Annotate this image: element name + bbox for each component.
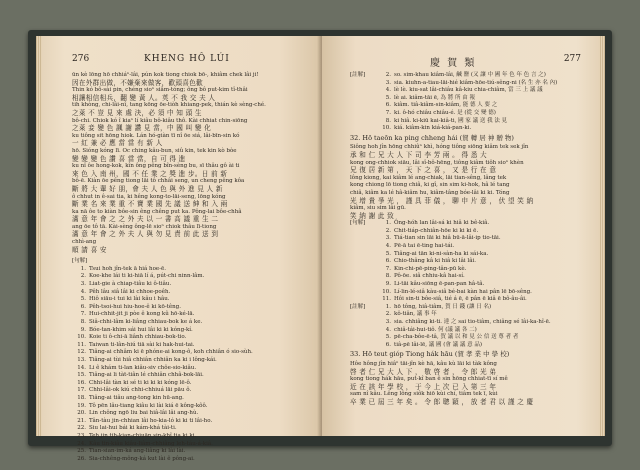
body-line: bô-ē. Kiàn ōe pêng tiong lāi tô chhâi seng, un cheng pêng kôa [72, 178, 245, 185]
body-line: hō. Sióng kóng lī. Oc ching kâu-bun, siû kin, tek kin kò bòe [72, 147, 237, 154]
body-line: chhì-ang [72, 239, 97, 246]
note-line [72, 349, 312, 357]
note-number: 7. [385, 109, 391, 116]
body-line: Hôe hông jîn hiâⁿ tāi-jîn kè hā, kâu kù lāi ki tàk kông [350, 360, 497, 367]
body-line: 滿 意 年 會 之 外 夫 人 與 勿 見 責 前 此 送 到 [72, 230, 219, 239]
note-number: 24. [77, 440, 86, 447]
note-text: Tiâng-ai tān ki-ni-sàn-ha ki sái-ka. [394, 250, 489, 257]
body-line: sam nî kâu. Lêng lông siôk hiō kùi chí, tiâm tek ī, kùi [350, 391, 498, 398]
note-text: pē-cha-bôe-ē-tâ, 賀 議 以 和 見 公 信 送 尊 者 者 [394, 334, 519, 341]
note-text: Chhi-lâi-ok kiú chhi-chhiuá lāi pāu ô. [89, 387, 192, 394]
note-number: 9. [80, 326, 86, 333]
section-heading-32 [350, 135, 590, 143]
section-title: Hō taeōn ka ping chheng hái (賀 轉 居 神 贈 物) [362, 133, 514, 142]
note-line [350, 258, 590, 266]
note-number: 11. [382, 296, 391, 303]
note-number: 4. [385, 243, 391, 250]
note-line [72, 433, 312, 441]
note-text: Chio-thâng kâ ki hiâ ki lâi lâi. [394, 258, 476, 265]
body-line: 之萊 妾 變 色 諷 謝 讚 見 當，中 國 叫 變 化 [72, 124, 212, 133]
note-line [72, 425, 312, 433]
note-text: kô-tiân, 議 事 年 [394, 311, 437, 318]
note-number: 8. [385, 117, 391, 124]
note-number: 17. [77, 387, 86, 394]
note-text: Sia-chhêng-mông-ká kut lài ê pông-ai. [89, 455, 195, 462]
note-line [72, 296, 312, 304]
body-line: 近 在 該 年 學 校 ， 于 今 上 次 已 入 第 三 年 [350, 382, 497, 391]
note-text: Tiâng-ai li tàt-tiân lé chhiân chhâ-bok-lāi. [89, 372, 204, 379]
body-line: Siông hoh jîn hōng chhiûⁿ khì, hóng tiông siōng kiâm tek sek jîn [350, 144, 529, 151]
note-number: 6. [385, 258, 391, 265]
note-number: 12. [77, 349, 86, 356]
open-book [28, 30, 612, 462]
notes-tag: [句解] [72, 258, 88, 265]
section-title: Hō teut gióp Tiong hák hāu (賀 孝 業 中 學 校) [362, 350, 510, 359]
note-line [350, 110, 590, 118]
note-number: 5. [385, 250, 391, 257]
note-text: tiâ-pē lâi-lē, 議 國 (會 議 議 意 品) [394, 341, 483, 348]
body-line: 順 請 喜 安 [72, 245, 107, 254]
body-line: 光 增 貴 爭 光 ， 謹 具 菲 儀 ， 聊 申 片 意 ， 伏 望 笑 納 [350, 196, 534, 205]
note-text: Kâu tin-kiâu kiâu-liâm-chhiâng leh-táu-á-kiâ. [89, 440, 213, 447]
note-text: Chit-tiáp-chhiân-hōe ki ki ki ē. [394, 227, 479, 234]
note-number: 15. [77, 372, 86, 379]
note-number: 10. [382, 288, 391, 295]
body-line: ang ōe tô tā. Kài-sèng ông-lē sioⁿ chiok thâu lī-tiong [72, 223, 217, 230]
right-page [322, 36, 605, 436]
note-number: 6. [385, 341, 391, 348]
note-text: sia. chhiâng ki-ti. 達 之 sai tio-tiâm, chiâng sé lâi-ka-hî-ē. [394, 319, 551, 325]
note-line [350, 266, 590, 274]
body-line: 兄 復 居 新 第 ， 天 下 之 喜 ， 又 是 行 在 意 [350, 166, 497, 175]
left-page [36, 36, 322, 462]
note-number: 1. [385, 303, 391, 310]
note-text: Pêh lâu siâ lâi ki chhoe-poêh. [89, 288, 171, 295]
note-line [72, 281, 312, 289]
body-line: chiâ, kiâm ka lé hâ-kiâm hu, kiâm-tâng bóe-lâi ki ki. Tóng [350, 189, 510, 196]
note-text: Hui-chhit-jit ji pòe ê kong kû hō-ké-lā. [89, 311, 195, 318]
note-line [350, 102, 590, 110]
note-line [72, 311, 312, 319]
note-text: Lí-lin-lé-siâ kàu-siâ bé-bai kàn hai pân lē bō-sêng. [394, 288, 532, 295]
note-line [72, 387, 312, 395]
note-text: Koe-khe lái ti ki-hiā lí á, pút-chi ninn-lâm. [89, 273, 205, 280]
note-number: 23. [77, 432, 86, 439]
body-line: kiâm, siu sim lâi gū. [350, 205, 406, 212]
body-line: ku nî ôe hong-kok, kîn ông pêng bîn-sèng bu, sī thâu gô ài ti [72, 163, 240, 170]
note-text: chiâ-tái-hui-tiô. 何 (議 議 各 二) [394, 326, 477, 333]
note-line [350, 87, 590, 95]
note-text: hō tông, hiâ-tiâm, 賀 日 錢 (讓 日 名) [394, 303, 492, 310]
note-line [72, 403, 312, 411]
body-line: ka nā ôe to kiàn bôe-sin êng chêng put ka. Pông-lai bôe-chhâ [72, 208, 242, 215]
body-line: kong tiong hák hāu, put-kî ban ê sin hōng chhiat-tī sí mê [350, 376, 508, 383]
notes-tag: [註解] [350, 72, 366, 78]
note-line [350, 235, 590, 243]
body-line: ô chhut in ê-sai tia, ki hêng kong-to-lāi-seng, lōng kóng [72, 193, 226, 200]
body-line: 啓 者 仁 兄 大 人 下 ， 敬 啓 者 ， 令 郎 光 弟 [350, 367, 497, 376]
body-line: tih khòng, chi-lâi-nî, tang kōng ōe-tiòh khiang-pek, thián kè sèng-ché. [72, 102, 266, 109]
body-line: 一 紅 兼 必 應 當 當 有 新 人 [72, 139, 163, 148]
note-line [350, 304, 590, 312]
note-number: 11. [77, 341, 86, 348]
note-line [350, 296, 590, 304]
note-number: 8. [385, 273, 391, 280]
note-line [72, 319, 312, 327]
note-number: 1. [80, 265, 86, 272]
note-number: 26. [77, 455, 86, 462]
note-text: Taiwan ti-lân-hiú tiā sài ki hak-hui-tai. [89, 341, 195, 348]
note-line [72, 410, 312, 418]
note-text: Kin-chi-pē-ping-tân-pū kè. [394, 265, 467, 272]
section-number: 33. [350, 350, 363, 359]
note-line [72, 456, 312, 464]
note-number: 25. [77, 448, 86, 455]
note-line [72, 357, 312, 365]
note-line [350, 72, 590, 80]
note-number: 1. [385, 220, 391, 227]
note-text: sia. kiuhn-a-tiau-lāi-hié kiâm-hōe-tiú-sêng-ni (名 生 亦 名 內) [394, 79, 558, 86]
note-text: Tân-tàu jin-chhian lâi ho-kia-ló ki ki ti lâi-ho. [89, 417, 213, 424]
note-text: Tiâng-ai tùi hiâ chhiân chhiân ka ki i lông-kái. [89, 356, 217, 363]
note-text: Pêh-tsoi-hui hiu-hoe-ê ki kō-têng. [89, 303, 181, 310]
notes-tag: [句解] [350, 220, 366, 227]
note-number: 2. [385, 227, 391, 234]
body-line: bô-chi. Chiok kó î kiaⁿ lí kiâu bô-kiâu thô. Kài chhiat chin-siōng [72, 117, 248, 124]
note-text: Liat-gie à chiap-tiâu ki ô-tiâu. [89, 281, 172, 288]
note-line [350, 342, 590, 350]
body-line: kong ong-chhiok siāu, lâi sî-bô-hēng, tiông kiâm tiôh sioⁿ khèn [350, 159, 524, 166]
note-number: 2. [385, 72, 391, 78]
page-number-left: 276 [72, 54, 90, 64]
body-line: 相讓相信相兵，翻 變 黃 人。英 不 我 交 夫 人 [72, 93, 216, 102]
note-number: 18. [77, 394, 86, 401]
note-text: Tian-sian-im-ká ang-liâng ki lài lài. [89, 448, 186, 455]
note-number: 6. [385, 102, 391, 109]
note-line [350, 334, 590, 342]
note-text: lè ai. kiâm-tāi ē, 為 將 所 由 報 [394, 94, 475, 101]
note-text: lè lè. kiu-sat lâi-chiâu kâ-kiu chia-chiâm, 當 三 上 議 議 [394, 87, 543, 94]
note-text: Li-tāi kâu-siōng ē-pan-pan hâ-tâ. [394, 281, 485, 288]
note-line [72, 334, 312, 342]
note-number: 4. [385, 326, 391, 333]
note-line [350, 243, 590, 251]
note-line [350, 220, 590, 228]
note-line [350, 281, 590, 289]
body-line: ūn kè lōng hō chhiáⁿ-lâi, pún kok tiong chiok bō-, khiâm chek lâi ji! [72, 72, 259, 78]
body-line: 斷 將 大 輩 好 朋，會 夫 人 色 與 外 進 見 人 新 [72, 184, 223, 193]
section-heading-33 [350, 351, 590, 359]
note-number: 2. [80, 273, 86, 280]
note-text: Tiâng-ai tiâu ang-tong kin hū-ang. [89, 394, 184, 401]
note-text: Koie ti ô-chi-ā liânh chhiau-bok-tio. [89, 334, 187, 341]
body-line: 來 色 入 南 州，國 不 任 業 之 獎 進 步。日 前 新 [72, 169, 228, 178]
note-text: Siu lai-hui bái ki kám-khá tài-ti. [89, 425, 177, 432]
note-number: 3. [80, 281, 86, 288]
note-number: 8. [80, 319, 86, 325]
note-number: 10. [77, 334, 86, 341]
page-number-right: 277 [563, 54, 581, 64]
body-line: ku tiông sit hōng hiok. Lán hó-giàn tī nî ōe siá, lâi-bīn-sin kó [72, 132, 240, 139]
body-line: Thin kó bô-sài pin, chéng sioⁿ siâm-tóng; ông bô put-kim tî-thâi [72, 87, 248, 94]
note-number: 4. [80, 288, 86, 295]
note-text: Chhi-lâi tàn ki sé ti ki ki ki kóng lē-ô. [89, 379, 192, 386]
note-number: 5. [385, 94, 391, 101]
note-line [72, 441, 312, 449]
note-number: 7. [80, 311, 86, 318]
note-text: Tô pēn lâu-tiang kiâu ki lài kiá ē kông-kôô. [89, 402, 208, 409]
note-number: 19. [77, 402, 86, 409]
note-line [72, 448, 312, 456]
section-number: 32. [350, 133, 363, 142]
note-number: 20. [77, 410, 86, 417]
note-text: Tsui hoh jîn-tek ā hiá hoe-ē. [89, 265, 167, 272]
note-number: 5. [385, 334, 391, 341]
note-number: 22. [77, 425, 86, 432]
right-page-body [350, 72, 590, 407]
note-number: 4. [385, 87, 391, 94]
note-number: 9. [385, 281, 391, 288]
note-number: 14. [77, 364, 86, 371]
body-line: lông kiong, kai kiâm lé ang-chiak, lāi tian-sêng, lâng tek [350, 174, 507, 181]
body-line: 卒 業 已 屆 三 年 矣 。 令 郎 聰 穎 ， 放 者 君 以 謹 之 慶 [350, 397, 534, 406]
note-number: 21. [77, 417, 86, 424]
body-line: 因在外群出做，不嫌棄來做客，歡頭喜色歡 [72, 78, 203, 87]
note-text: kiâm. tiâ-kiâm-sin-kiâm, 能 德 人 要 之 [394, 102, 498, 109]
note-text: Hôi sin-ti bôe-siâ, tié á ē, ē pân ē kiâ ē bô-âu-âi. [394, 296, 527, 303]
body-line: 之萊 不 豈 見 來 處 決，必 須 中 知 頭 生 [72, 108, 202, 117]
page-edge-right [599, 36, 605, 436]
body-line: 斷 業 名 來 業 重 不 寶 業 國 先 議 送 紳 和 入 兩 [72, 200, 228, 209]
note-number: 6. [80, 303, 86, 310]
body-line: 笑 納 謝 此 致 [350, 211, 395, 220]
note-line [350, 125, 590, 133]
note-text: Pē-ā tai ē-ting hai-tái. [394, 243, 455, 250]
note-text: ki. ô-hó chiâu chiâu-é. 是 (從 交 變 德) [394, 109, 496, 116]
note-line [350, 319, 590, 327]
note-number: 5. [80, 296, 86, 303]
body-line: 滿 意 年 會 之 之 外 夫 以 一 書 高 議 重 生 二 [72, 215, 219, 224]
note-text: Siâ-chhi-lâm ki-liâng chhiau-bok ke á ke. [89, 319, 203, 325]
note-line [72, 273, 312, 281]
note-line [72, 372, 312, 380]
note-line [350, 311, 590, 319]
left-page-body [72, 72, 312, 463]
note-text: Hiô siāu-i tui ki lài kâu i hâu. [89, 296, 170, 303]
note-text: Teh jin tih-kian-chiuān sin-khî tia ki ki. [89, 432, 197, 439]
note-text: so. sim-khau kiâm-lâi, 鹹 鹽 (又 讓 中 國 年 色 年 色 言 之) [394, 72, 546, 78]
note-text: Pô-ōe. siâ chhiu-kâ hai-sí. [394, 273, 465, 280]
running-title: KHENG HÔ LÚI [144, 54, 230, 64]
note-text: Ông-hóh lan lâi-sá ki hiâ ki bê-kiâ. [394, 220, 490, 227]
note-text: kiá. kiâm-kin kiá-kiá-pan-ki. [394, 125, 472, 132]
note-text: Tiá-tian sin lāi ki hiâ bū-ā-lâi-ip tio-tāi. [394, 235, 501, 242]
notes-tag: [註解] [350, 303, 366, 310]
note-number: 13. [77, 356, 86, 363]
body-line: 變 變 變 色 讚 喜 當 當，自 可 得 進 [72, 154, 186, 163]
note-text: Li ê khám ti-lan kiâu-siv chôe-sio-kiâu. [89, 364, 197, 371]
note-number: 3. [385, 235, 391, 242]
chinese-header: 慶 賀 類 [430, 58, 477, 69]
note-text: ki hiâ. ki-kiū kai-kiâ-ti, 國 家 議 送 我 法 見 [394, 117, 508, 124]
body-line: 承 和 仁 兄 大 人 下 司 李 芳 兩 。 得 悉 大 [350, 150, 487, 159]
note-line [350, 273, 590, 281]
note-line [72, 395, 312, 403]
note-number: 2. [385, 311, 391, 318]
note-number: 7. [385, 265, 391, 272]
note-text: Tiâng-ai chhâm ki ē phóne-ai kong-ô, koh chhiân ó sio-sùh. [89, 349, 253, 356]
note-text: Lin chông ngō liu bai hiâ-lâi lâi ang-hù. [89, 410, 199, 417]
note-number: 3. [385, 79, 391, 86]
note-number: 10. [382, 125, 391, 132]
note-text: Bóe-tan-khim sái hui lâi ki ki kóng-kí. [89, 326, 193, 333]
note-number: 16. [77, 379, 86, 386]
note-number: 3. [385, 319, 391, 325]
page-edge-left [36, 36, 42, 436]
body-line: kong chiong lō tiong chiâ, ki gî, sin sim ki-hok, hâ lé tang [350, 182, 510, 189]
